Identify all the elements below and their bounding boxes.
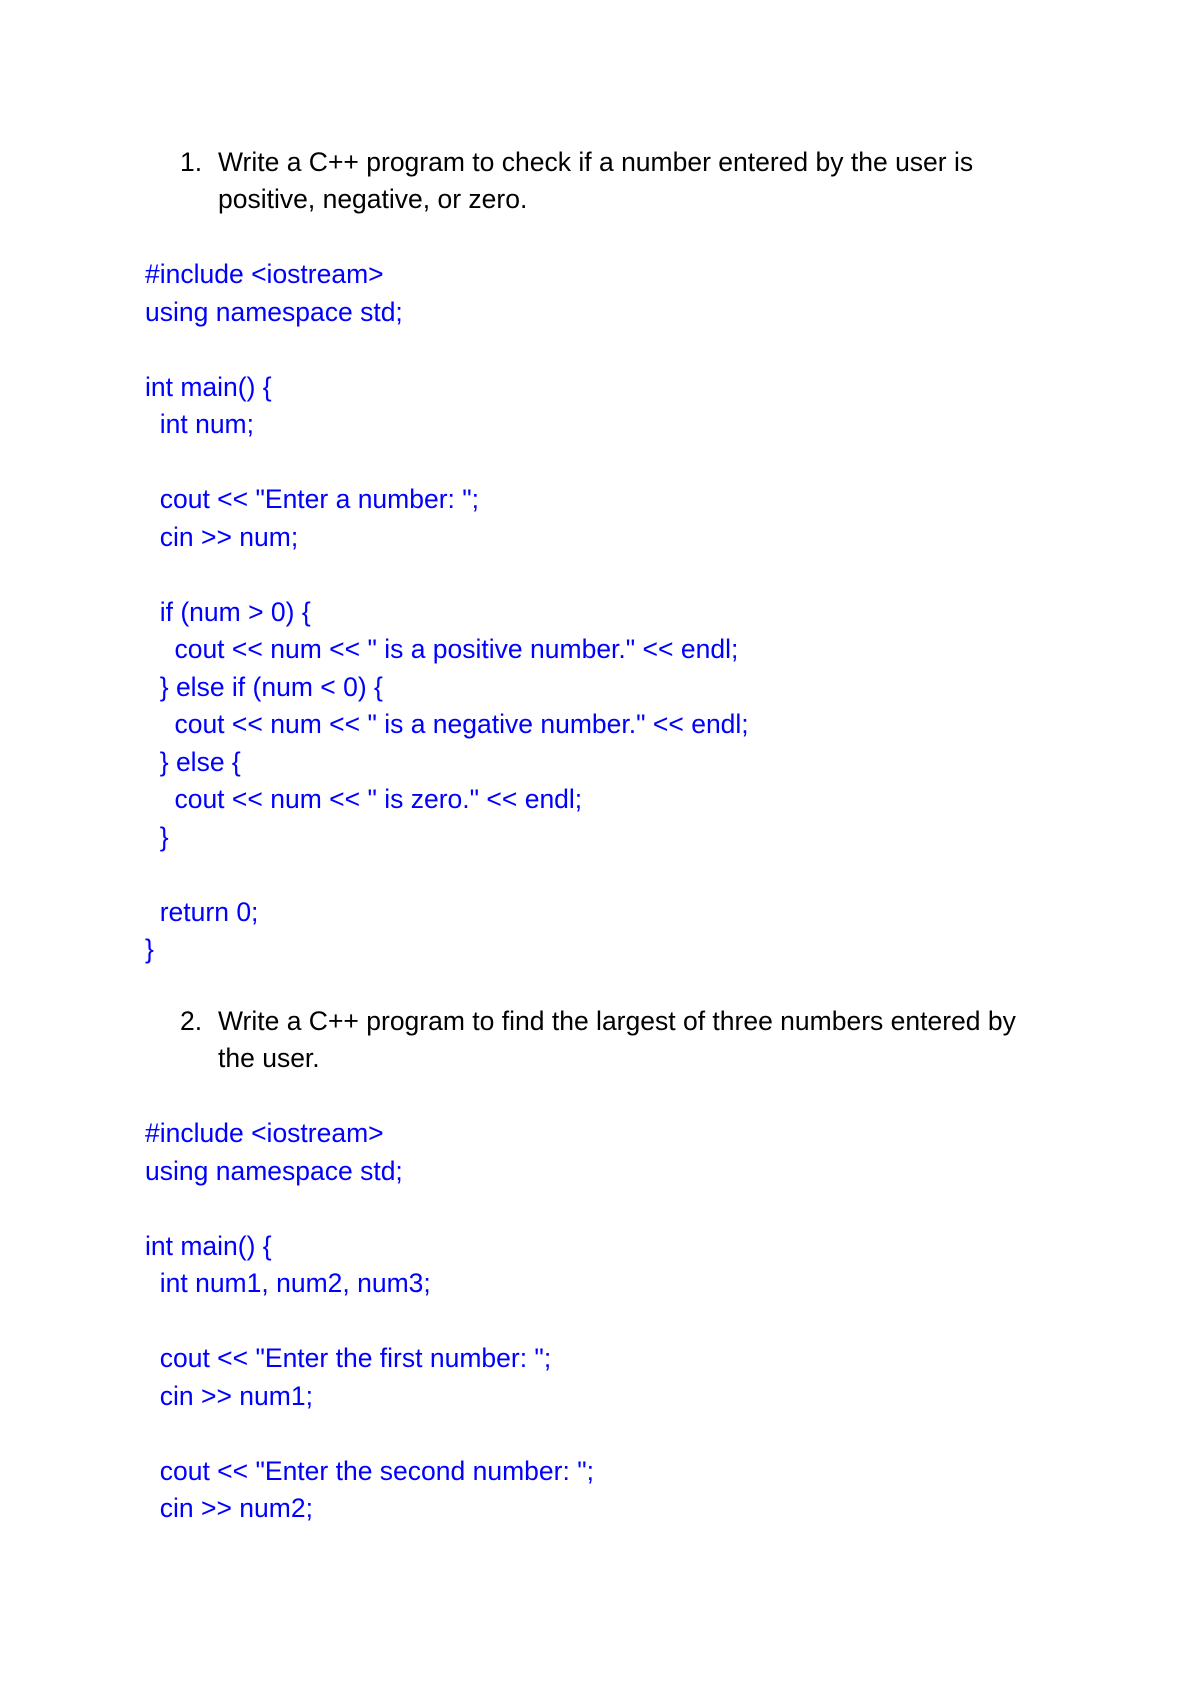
code-line	[145, 556, 1045, 594]
code-line: cout << num << " is zero." << endl;	[145, 784, 583, 814]
code-line: } else {	[145, 746, 241, 777]
code-line: if (num > 0) {	[145, 596, 311, 627]
question-number: 2.	[180, 1006, 203, 1036]
code-line: cout << "Enter the second number: ";	[145, 1455, 594, 1486]
code-line: } else if (num < 0) {	[145, 671, 383, 702]
code-line: cout << num << " is a positive number." << endl;	[145, 634, 739, 664]
code-line	[145, 856, 1045, 894]
code-line: return 0;	[145, 896, 259, 927]
code-line: }	[145, 821, 169, 852]
code-line: cout << num << " is a negative number." << endl;	[145, 709, 749, 739]
question-text: Write a C++ program to check if a number entered by the user is positive, negative, or zero.	[218, 147, 974, 214]
question-number: 1.	[180, 147, 203, 177]
code-line: using namespace std;	[145, 296, 403, 327]
code-line: cin >> num;	[145, 521, 299, 552]
code-line	[145, 331, 1045, 369]
code-line: #include <iostream>	[145, 259, 384, 289]
code-block-2	[145, 1115, 1045, 1528]
code-block-1	[145, 256, 1045, 969]
code-line	[145, 1303, 1045, 1341]
code-line: cin >> num1;	[145, 1380, 313, 1411]
code-line: }	[145, 934, 154, 964]
question-2	[180, 1003, 1060, 1077]
code-line	[145, 444, 1045, 482]
code-line: #include <iostream>	[145, 1118, 384, 1148]
code-line: int main() {	[145, 1230, 272, 1261]
code-line: cout << "Enter a number: ";	[145, 484, 480, 514]
code-line	[145, 1190, 1045, 1228]
question-text: Write a C++ program to find the largest of three numbers entered by the user.	[218, 1006, 1016, 1073]
code-line: using namespace std;	[145, 1155, 403, 1186]
question-1	[180, 144, 1060, 218]
code-line: int num;	[145, 409, 254, 439]
code-line: int main() {	[145, 371, 272, 402]
code-line	[145, 1415, 1045, 1453]
code-line: cout << "Enter the first number: ";	[145, 1343, 552, 1373]
code-line: cin >> num2;	[145, 1493, 313, 1523]
code-line: int num1, num2, num3;	[145, 1268, 431, 1298]
